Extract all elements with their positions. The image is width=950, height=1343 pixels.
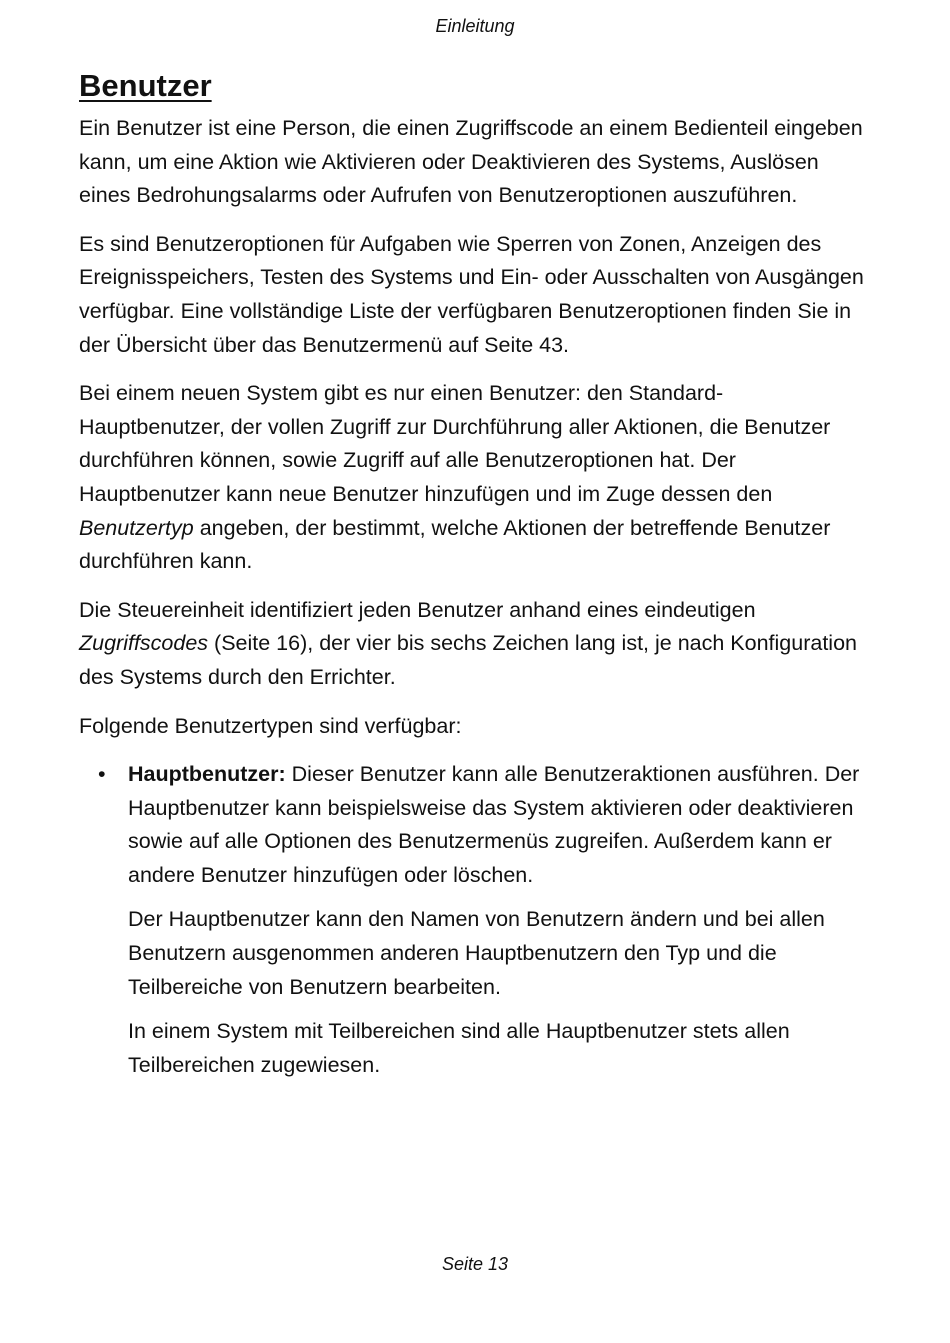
page-content	[79, 66, 869, 1093]
emphasis-term: Benutzertyp	[79, 515, 194, 540]
section-title: Benutzer	[79, 68, 212, 103]
list-item-paragraph: Der Hauptbenutzer kann den Namen von Benutzern ändern und bei allen Benutzern ausgenommen anderen Hauptbenutzern den Typ und die Teilbereiche von Benutzern bearbeiten.	[128, 907, 825, 999]
paragraph-text: (Seite 16), der vier bis sechs Zeichen lang ist, je nach Konfiguration des Systems durch den Errichter.	[79, 631, 857, 689]
paragraph-new-system	[79, 377, 869, 579]
list-item-main	[128, 758, 869, 892]
page-number: Seite 13	[441, 1254, 509, 1274]
user-types-list	[79, 758, 869, 1082]
list-item-text: Dieser Benutzer kann alle Benutzeraktionen ausführen. Der Hauptbenutzer kann beispielsweise das System aktivieren oder deaktivieren sowie auf alle Optionen des Benutzermenüs zugreifen. Außerdem kann er andere Benutzer hinzufügen oder löschen.	[128, 762, 860, 887]
paragraph-text: Bei einem neuen System gibt es nur einen Benutzer: den Standard-Hauptbenutzer, der vollen Zugriff zur Durchführung aller Aktionen, die Benutzer durchführen können, sowie Zugriff auf alle Benutzeroptionen hat. Der Hauptbenutzer kann neue Benutzer hinzufügen und im Zuge dessen den	[79, 381, 831, 506]
paragraph-intro: Ein Benutzer ist eine Person, die einen Zugriffscode an einem Bedienteil eingeben kann, um eine Aktion wie Aktivieren oder Deaktivieren des Systems, Auslösen eines Bedrohungsalarms oder Aufrufen von Benutzeroptionen auszuführen.	[79, 116, 863, 208]
bullet-icon: •	[98, 762, 106, 787]
running-header: Einleitung	[435, 16, 515, 36]
paragraph-access-code	[79, 594, 869, 695]
emphasis-term: Zugriffscodes	[79, 631, 209, 656]
paragraph-user-options: Es sind Benutzeroptionen für Aufgaben wie Sperren von Zonen, Anzeigen des Ereignisspeichers, Testen des Systems und Ein- oder Ausschalten von Ausgängen verfügbar. Eine vollständige Liste der verfügbaren Benutzeroptionen finden Sie in der Übersicht über das Benutzermenü auf Seite 43.	[79, 231, 864, 357]
paragraph-text: angeben, der bestimmt, welche Aktionen der betreffende Benutzer durchführen kann.	[79, 515, 831, 574]
list-item-paragraph: In einem System mit Teilbereichen sind alle Hauptbenutzer stets allen Teilbereichen zugewiesen.	[128, 1019, 790, 1077]
paragraph-user-types-intro: Folgende Benutzertypen sind verfügbar:	[79, 713, 462, 738]
list-item-term: Hauptbenutzer:	[128, 762, 286, 787]
list-item	[79, 758, 869, 1082]
paragraph-text: Die Steuereinheit identifiziert jeden Benutzer anhand eines eindeutigen	[79, 597, 756, 622]
